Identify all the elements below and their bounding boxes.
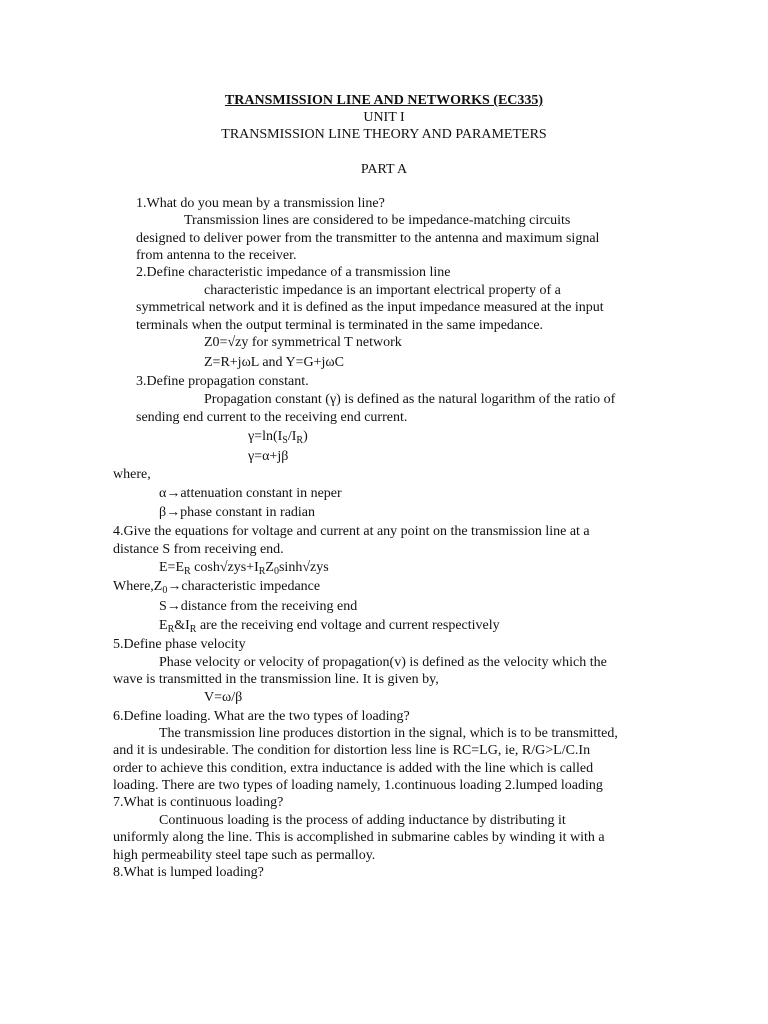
section-heading: TRANSMISSION LINE THEORY AND PARAMETERS bbox=[221, 127, 547, 142]
question-7: 7.What is continuous loading? bbox=[113, 795, 284, 810]
answer-1-line-1: Transmission lines are considered to be impedance-matching circuits bbox=[184, 213, 571, 228]
question-5: 5.Define phase velocity bbox=[113, 637, 246, 652]
answer-2-line-3: terminals when the output terminal is terminated in the same impedance. bbox=[136, 318, 544, 333]
answer-2-line-1: characteristic impedance is an important electrical property of a bbox=[204, 283, 561, 298]
equation-propagation-ln: $\gamma=\ln(I_S/I_R)$ bbox=[248, 429, 308, 446]
question-8: 8.What is lumped loading? bbox=[113, 865, 264, 880]
question-1: 1.What do you mean by a transmission line? bbox=[136, 196, 385, 211]
answer-5-line-2: wave is transmitted in the transmission line. It is given by, bbox=[113, 672, 439, 687]
question-4-line-2: distance S from receiving end. bbox=[113, 542, 284, 557]
equation-series-shunt: Z=R+jωL and Y=G+jωC bbox=[204, 355, 344, 370]
equation-propagation-alpha-beta: γ=α+jβ bbox=[248, 449, 289, 464]
definition-s: S→distance from the receiving end bbox=[159, 599, 358, 614]
answer-7-line-1: Continuous loading is the process of adding inductance by distributing it bbox=[159, 813, 566, 828]
answer-7-line-3: high permeability steel tape such as permalloy. bbox=[113, 848, 376, 863]
answer-1-line-2: designed to deliver power from the transmitter to the antenna and maximum signal bbox=[136, 231, 600, 246]
answer-3-line-1: Propagation constant (γ) is defined as the natural logarithm of the ratio of bbox=[204, 392, 616, 407]
equation-characteristic-impedance: Z0=√zy for symmetrical T network bbox=[204, 335, 402, 350]
definition-z0: $Where,Z_0\to characteristic$ impedance bbox=[113, 579, 321, 596]
question-2: 2.Define characteristic impedance of a transmission line bbox=[136, 265, 451, 280]
equation-phase-velocity: V=ω/β bbox=[204, 690, 243, 705]
definition-er-ir: $E_R\&I_R$ are the receiving end voltage and current respectively bbox=[159, 618, 500, 635]
definition-beta: β→phase constant in radian bbox=[159, 505, 316, 520]
question-6: 6.Define loading. What are the two types of loading? bbox=[113, 709, 410, 724]
answer-5-line-1: Phase velocity or velocity of propagation(v) is defined as the velocity which the bbox=[159, 655, 607, 670]
document-title: TRANSMISSION LINE AND NETWORKS (EC335) bbox=[224, 93, 544, 108]
answer-6-line-4: loading. There are two types of loading namely, 1.continuous loading 2.lumped loading bbox=[113, 778, 603, 793]
question-3: 3.Define propagation constant. bbox=[136, 374, 309, 389]
equation-voltage: $E=E_R$ $\cosh√zys+I_RZ_0\sinh√zys$ bbox=[159, 560, 329, 577]
answer-7-line-2: uniformly along the line. This is accomplished in submarine cables by winding it with a bbox=[113, 830, 605, 845]
answer-3-line-2: sending end current to the receiving end current. bbox=[136, 410, 408, 425]
answer-6-line-2: and it is undesirable. The condition for distortion less line is RC=LG, ie, R/G>L/C.In bbox=[113, 743, 591, 758]
answer-6-line-1: The transmission line produces distortion in the signal, which is to be transmitted, bbox=[159, 726, 618, 741]
answer-6-line-3: order to achieve this condition, extra inductance is added with the line which is called bbox=[113, 761, 594, 776]
question-4-line-1: 4.Give the equations for voltage and current at any point on the transmission line at a bbox=[113, 524, 590, 539]
unit-heading: UNIT I bbox=[363, 110, 405, 125]
definition-alpha: α→attenuation constant in neper bbox=[159, 486, 342, 501]
answer-1-line-3: from antenna to the receiver. bbox=[136, 248, 297, 263]
part-heading: PART A bbox=[360, 162, 408, 177]
where-label: where, bbox=[113, 467, 151, 482]
answer-2-line-2: symmetrical network and it is defined as the input impedance measured at the input bbox=[136, 300, 604, 315]
